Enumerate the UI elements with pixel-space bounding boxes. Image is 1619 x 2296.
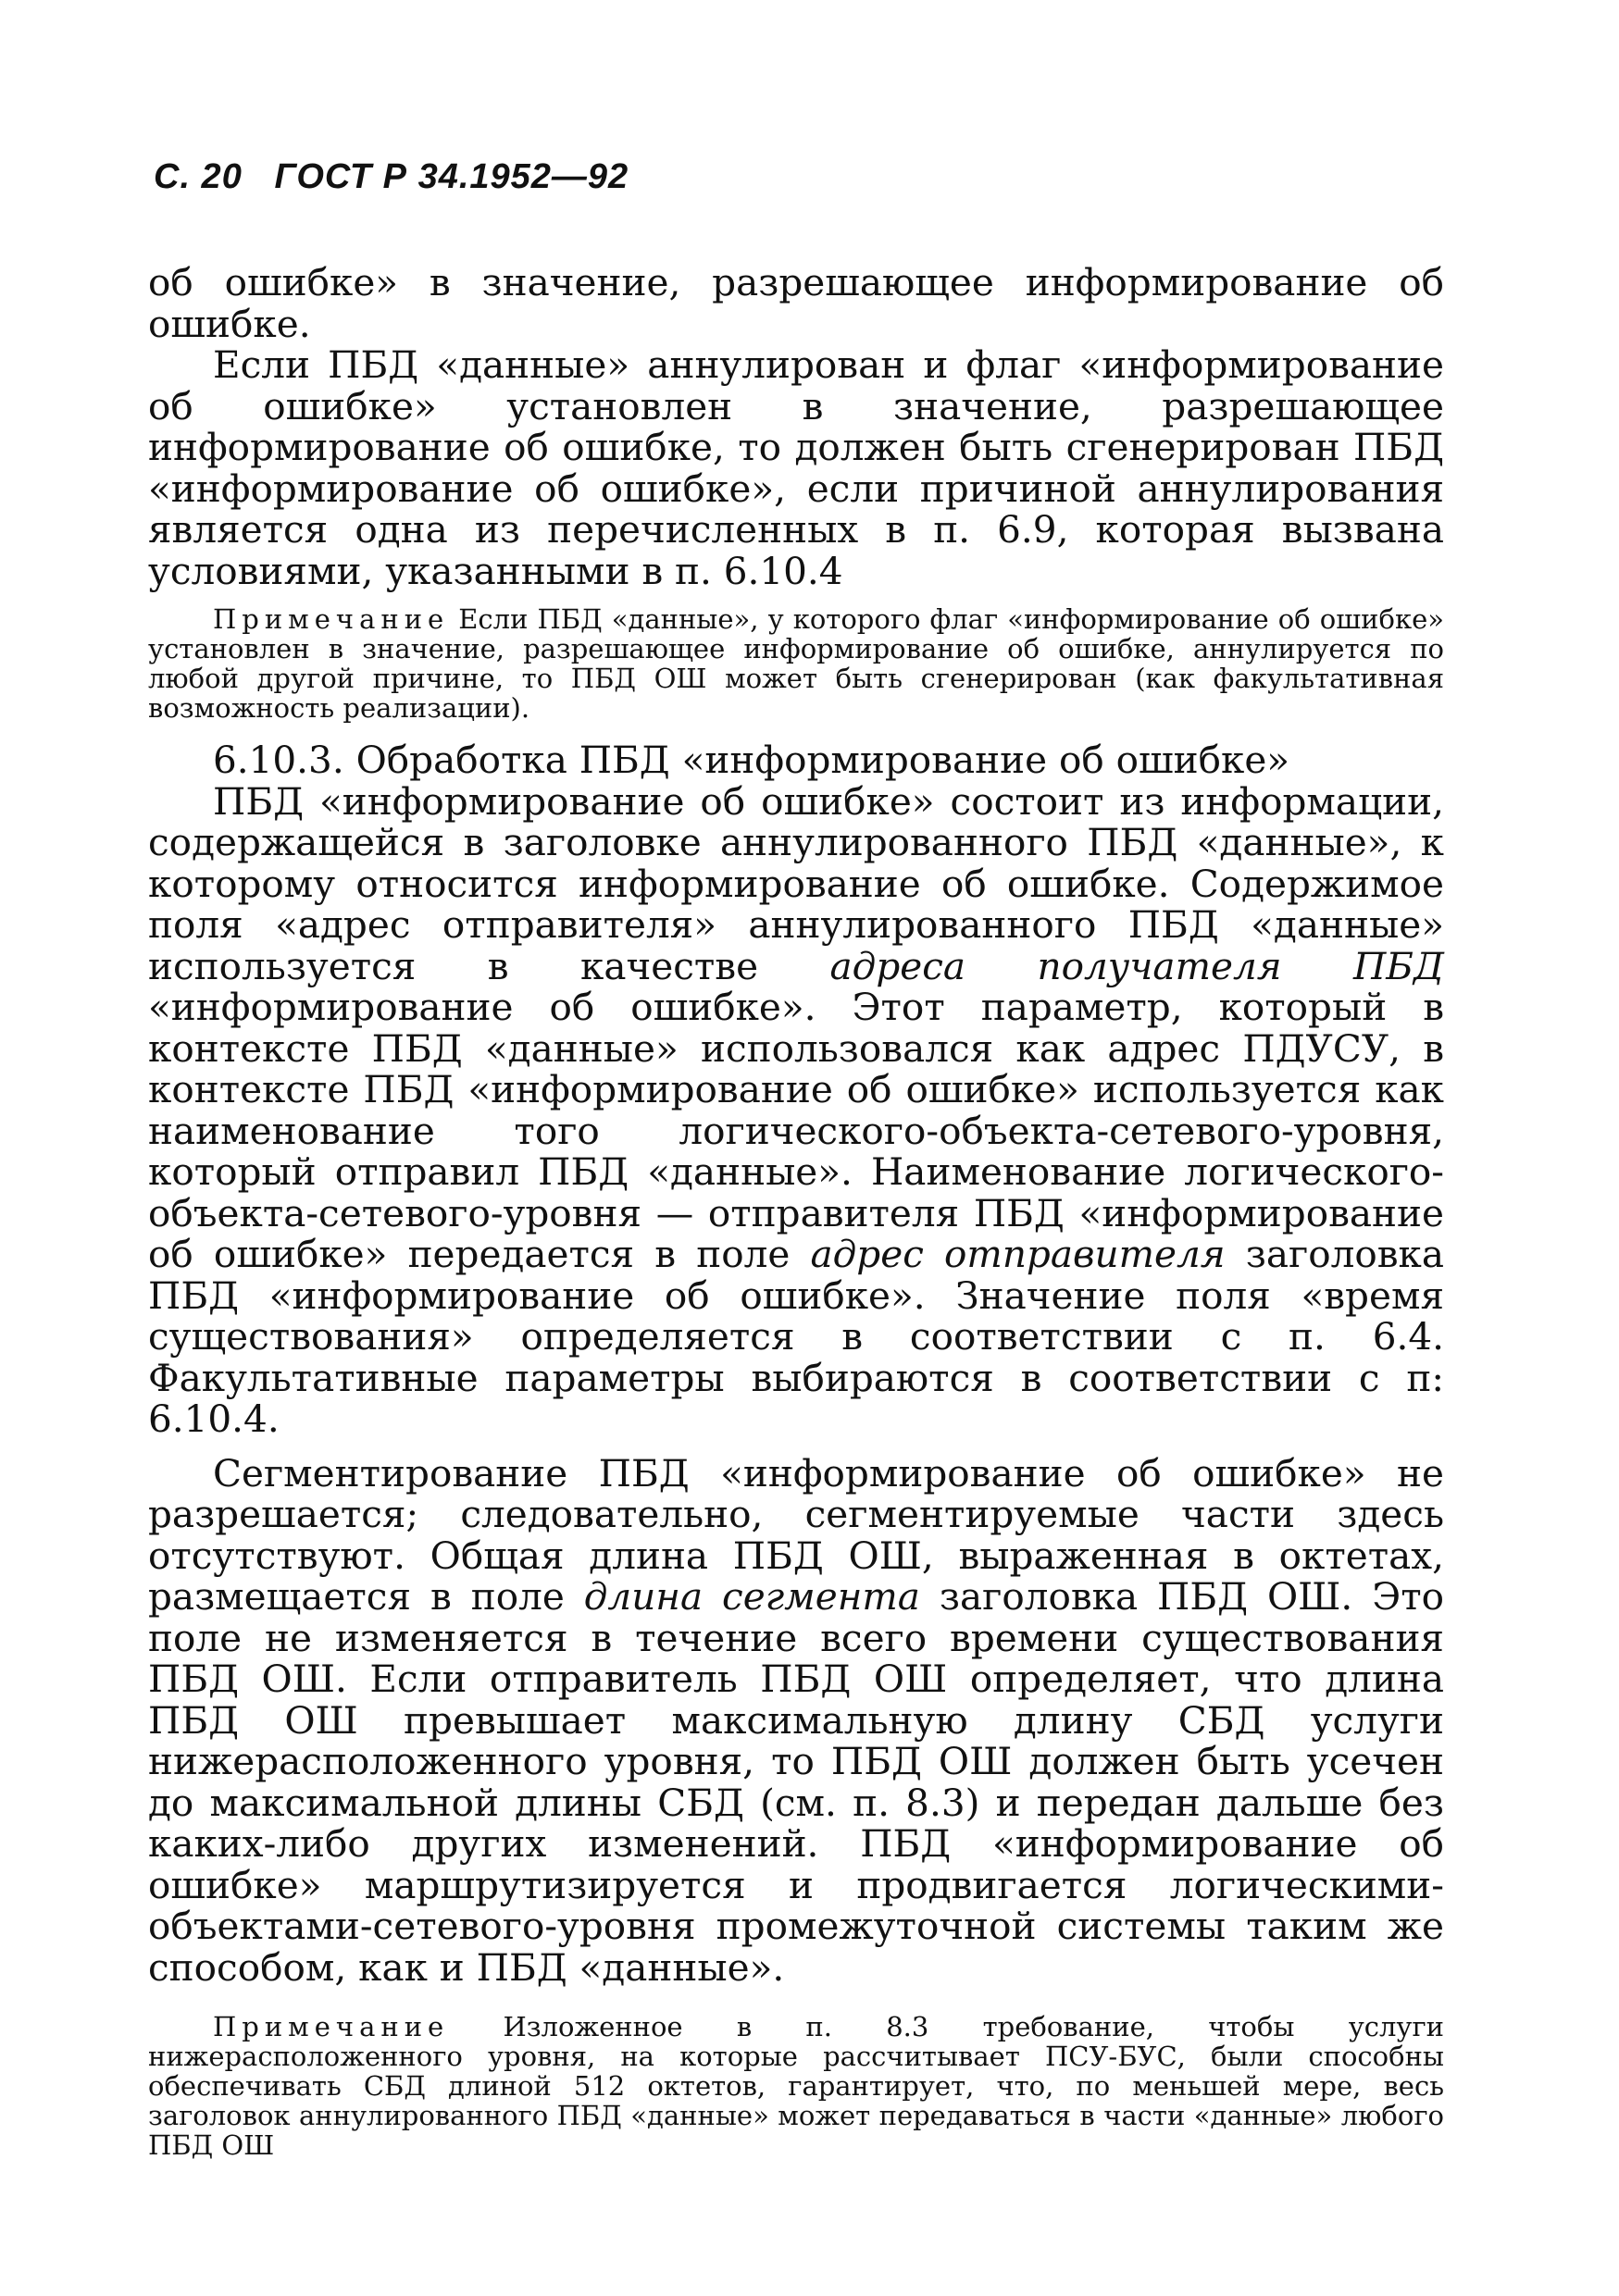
p4-emphasis-segment-length: длина сегмента — [583, 1574, 920, 1619]
p3-emphasis-destination-address: адреса получателя ПБД — [829, 943, 1444, 988]
p3-part-b: «информирование об ошибке». Этот параметр, который в контексте ПБД «данные» использовался как адрес ПДУСУ, в контексте ПБД «информирование об ошибке» используется как наименование того логического-объекта-сетевого-уровня, который отправил ПБД «данные». Наименование логического-объекта-сетевого-уровня — отправителя ПБД «информирование об ошибке» передается в поле — [148, 985, 1444, 1276]
paragraph-error-report-generation: Если ПБД «данные» аннулирован и флаг «информирование об ошибке» установлен в значение, разрешающее информирование об ошибке, то должен быть сгенерирован ПБД «информирование об ошибке», если причиной аннулирования является одна из перечисленных в п. 6.9, которая вызвана условиями, указанными в п. 6.10.4 — [148, 342, 1444, 593]
note-2-label: Примечание — [213, 2011, 450, 2042]
paragraph-segmentation — [148, 1450, 1444, 1990]
section-heading-6-10-3: 6.10.3. Обработка ПБД «информирование об ошибке» — [213, 738, 1290, 782]
page-header — [154, 157, 1444, 197]
p4-part-b: заголовка ПБД ОШ. Это поле не изменяется в течение всего времени существования ПБД ОШ. Если отправитель ПБД ОШ определяет, что длина ПБД ОШ превышает максимальную длину СБД услуги нижерасположенного уровня, то ПБД ОШ должен быть усечен до максимальной длины СБД (см. п. 8.3) и передан дальше без каких-либо других изменений. ПБД «информирование об ошибке» маршрутизируется и продвигается логическими-объектами-сетевого-уровня промежуточной системы таким же способом, как и ПБД «данные». — [148, 1574, 1444, 1990]
note-1-text: Если ПБД «данные», у которого флаг «информирование об ошибке» установлен в значение, разрешающее информирование об ошибке, аннулируется по любой другой причине, то ПБД ОШ может быть сгенерирован (как факультативная возможность реализации). — [148, 603, 1444, 724]
note-1 — [148, 604, 1444, 723]
p3-part-a: ПБД «информирование об ошибке» состоит из информации, содержащейся в заголовке аннулированного ПБД «данные», к которому относится информирование об ошибке. Содержимое поля «адрес отправителя» аннулированного ПБД «данные» используется в качестве — [148, 778, 1444, 988]
note-1-label: Примечание — [213, 603, 450, 635]
page-number: С. 20 — [154, 157, 243, 196]
note-2 — [148, 2012, 1444, 2160]
p3-part-c: заголовка ПБД «информирование об ошибке». Значение поля «время существования» определяется в соответствии с п. 6.4. Факультативные параметры выбираются в соответствии с п: 6.10.4. — [148, 1232, 1444, 1441]
paragraph-error-report-contents — [148, 778, 1444, 1441]
p4-part-a: Сегментирование ПБД «информирование об ошибке» не разрешается; следовательно, сегментируемые части здесь отсутствуют. Общая длина ПБД ОШ, выраженная в октетах, размещается в поле — [148, 1450, 1444, 1619]
document-page — [148, 157, 1444, 2177]
note-2-text: Изложенное в п. 8.3 требование, чтобы услуги нижерасположенного уровня, на которые рассчитывает ПСУ-БУС, были способны обеспечивать СБД длиной 512 октетов, гарантирует, что, по меньшей мере, весь заголовок аннулированного ПБД «данные» может передаваться в части «данные» любого ПБД ОШ — [148, 2011, 1445, 2161]
standard-designation: ГОСТ Р 34.1952—92 — [274, 157, 629, 196]
paragraph-continuation: об ошибке» в значение, разрешающее информирование об ошибке. — [148, 260, 1444, 346]
p3-emphasis-source-address: адрес отправителя — [810, 1232, 1226, 1276]
